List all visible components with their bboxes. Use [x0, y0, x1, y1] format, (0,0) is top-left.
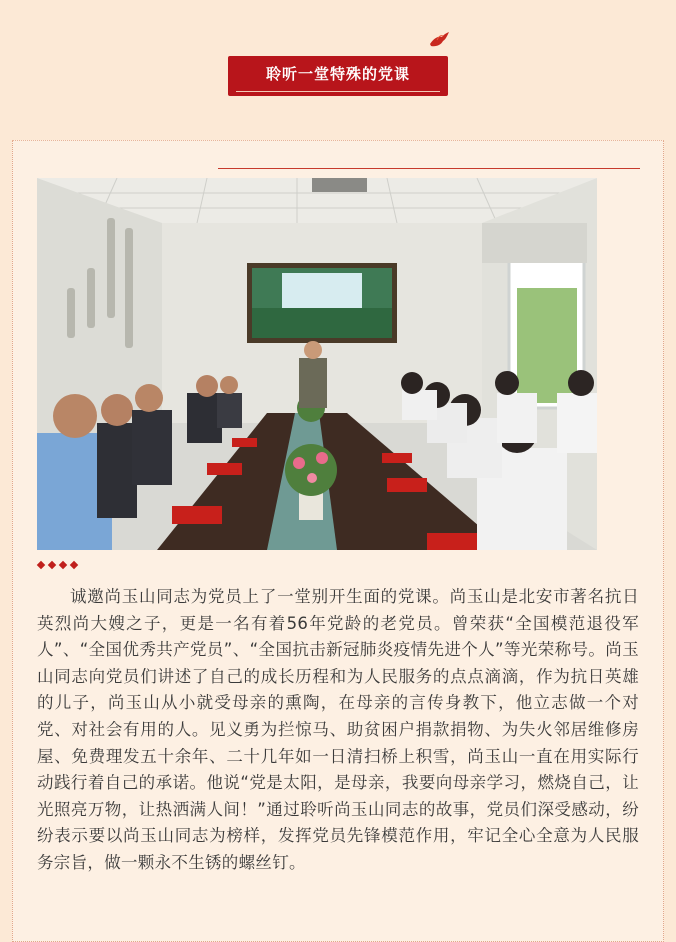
diamond-icon	[48, 561, 56, 569]
diamond-icon	[70, 561, 78, 569]
diamond-icon	[37, 561, 45, 569]
meeting-photo	[37, 178, 597, 550]
article-paragraph: 诚邀尚玉山同志为党员上了一堂别开生面的党课。尚玉山是北安市著名抗日英烈尚大嫂之子，更是一名有着56年党龄的老党员。曾荣获“全国模范退役军人”、“全国优秀共产党员”、“全国抗击新冠肺炎疫情先进个人”等光荣称号。尚玉山同志向党员们讲述了自己的成长历程和为人民服务的点点滴滴，作为抗日英雄的儿子，尚玉山从小就受母亲的熏陶，在母亲的言传身教下，他立志做一个对党、对社会有用的人。见义勇为拦惊马、助贫困户捐款捐物、为失火邻居维修房屋、免费理发五十余年、二十几年如一日清扫桥上积雪，尚玉山一直在用实际行动践行着自己的承诺。他说“党是太阳，是母亲，我要向母亲学习，燃烧自己，让光照亮万物，让热洒满人间！”通过聆听尚玉山同志的故事，党员们深受感动，纷纷表示要以尚玉山同志为榜样，发挥党员先锋模范作用，牢记全心全意为人民服务宗旨，做一颗永不生锈的螺丝钉。	[37, 587, 639, 872]
card-divider-line	[218, 168, 640, 169]
page-title: 聆听一堂特殊的党课	[265, 65, 410, 83]
dove-icon	[428, 32, 450, 50]
title-banner	[228, 56, 448, 96]
diamond-divider-icon	[37, 559, 78, 571]
diamond-icon	[59, 561, 67, 569]
